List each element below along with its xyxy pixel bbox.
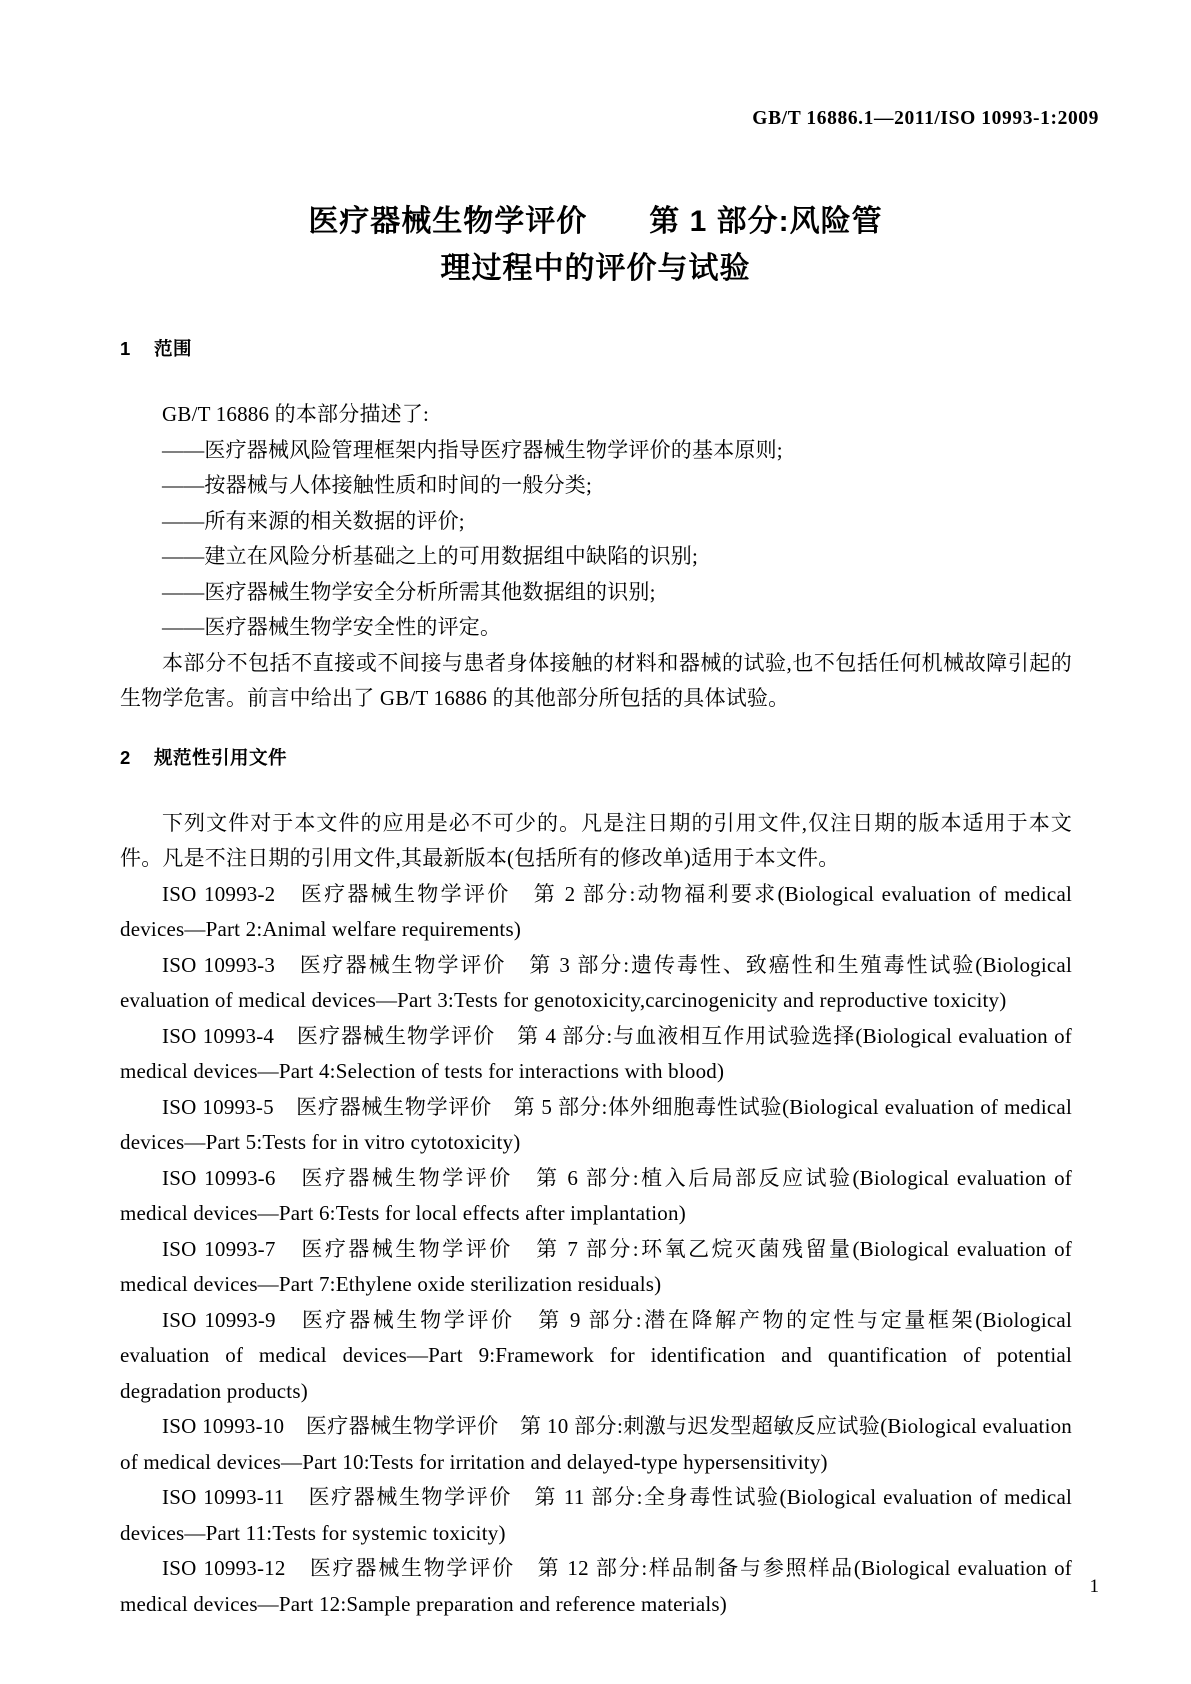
normative-reference-item: ISO 10993-12 医疗器械生物学评价 第 12 部分:样品制备与参照样品(Biological evaluation of medical devices—Part 12:Sample preparation and reference materials) — [120, 1556, 1072, 1616]
clause-1-item-5: ——医疗器械生物学安全分析所需其他数据组的识别; — [162, 579, 656, 604]
normative-reference-item: ISO 10993-2 医疗器械生物学评价 第 2 部分:动物福利要求(Biological evaluation of medical devices—Part 2:Animal welfare requirements) — [120, 881, 1072, 941]
document-body — [120, 336, 1072, 1622]
document-title-line-2: 理过程中的评价与试验 — [440, 252, 751, 285]
clause-1-item-2: ——按器械与人体接触性质和时间的一般分类; — [162, 473, 593, 497]
clause-heading-1 — [120, 336, 1072, 362]
document-title — [120, 198, 1071, 292]
clause-1-lead: GB/T 16886 的本部分描述了: — [162, 402, 430, 426]
clause-number-1: 1 — [120, 338, 131, 359]
running-header-standard-code: GB/T 16886.1—2011/ISO 10993-1:2009 — [752, 108, 1099, 129]
clause-1-item-4: ——建立在风险分析基础之上的可用数据组中缺陷的识别; — [162, 544, 699, 568]
normative-reference-item: ISO 10993-3 医疗器械生物学评价 第 3 部分:遗传毒性、致癌性和生殖毒性试验(Biological evaluation of medical devices—Part 3:Tests for genotoxicity,carcinogenicity and reproductive toxicity) — [120, 952, 1072, 1012]
clause-2-lead: 下列文件对于本文件的应用是必不可少的。凡是注日期的引用文件,仅注日期的版本适用于本文件。凡是不注日期的引用文件,其最新版本(包括所有的修改单)适用于本文件。 — [120, 810, 1072, 870]
clause-heading-2 — [120, 745, 1072, 771]
clause-1-item-1: ——医疗器械风险管理框架内指导医疗器械生物学评价的基本原则; — [162, 437, 783, 462]
normative-reference-item: ISO 10993-9 医疗器械生物学评价 第 9 部分:潜在降解产物的定性与定量框架(Biological evaluation of medical devices—Part 9:Framework for identification and quantification of potential degradation products) — [120, 1307, 1072, 1403]
normative-reference-item: ISO 10993-5 医疗器械生物学评价 第 5 部分:体外细胞毒性试验(Biological evaluation of medical devices—Part 5:Tests for in vitro cytotoxicity) — [120, 1094, 1072, 1154]
clause-title-2: 规范性引用文件 — [154, 746, 288, 768]
clause-title-1: 范围 — [154, 338, 193, 359]
clause-number-2: 2 — [120, 746, 131, 768]
normative-reference-item: ISO 10993-4 医疗器械生物学评价 第 4 部分:与血液相互作用试验选择(Biological evaluation of medical devices—Part 4:Selection of tests for interactions with blood) — [120, 1023, 1072, 1083]
clause-1-item-3: ——所有来源的相关数据的评价; — [162, 508, 465, 533]
normative-reference-item: ISO 10993-10 医疗器械生物学评价 第 10 部分:刺激与迟发型超敏反应试验(Biological evaluation of medical devices—Part 10:Tests for irritation and delayed-type hypersensitivity) — [120, 1414, 1072, 1474]
normative-reference-item: ISO 10993-11 医疗器械生物学评价 第 11 部分:全身毒性试验(Biological evaluation of medical devices—Part 11:Tests for systemic toxicity) — [120, 1485, 1072, 1545]
normative-reference-item: ISO 10993-6 医疗器械生物学评价 第 6 部分:植入后局部反应试验(Biological evaluation of medical devices—Part 6:Tests for local effects after implantation) — [120, 1165, 1072, 1225]
clause-1-item-6: ——医疗器械生物学安全性的评定。 — [162, 615, 502, 639]
document-title-line-1: 医疗器械生物学评价 第 1 部分:风险管 — [308, 205, 883, 238]
clause-1-closing: 本部分不包括不直接或不间接与患者身体接触的材料和器械的试验,也不包括任何机械故障引起的生物学危害。前言中给出了 GB/T 16886 的其他部分所包括的具体试验。 — [120, 650, 1072, 710]
normative-reference-item: ISO 10993-7 医疗器械生物学评价 第 7 部分:环氧乙烷灭菌残留量(Biological evaluation of medical devices—Part 7:Ethylene oxide sterilization residuals) — [120, 1236, 1072, 1296]
page-number: 1 — [1089, 1576, 1099, 1597]
